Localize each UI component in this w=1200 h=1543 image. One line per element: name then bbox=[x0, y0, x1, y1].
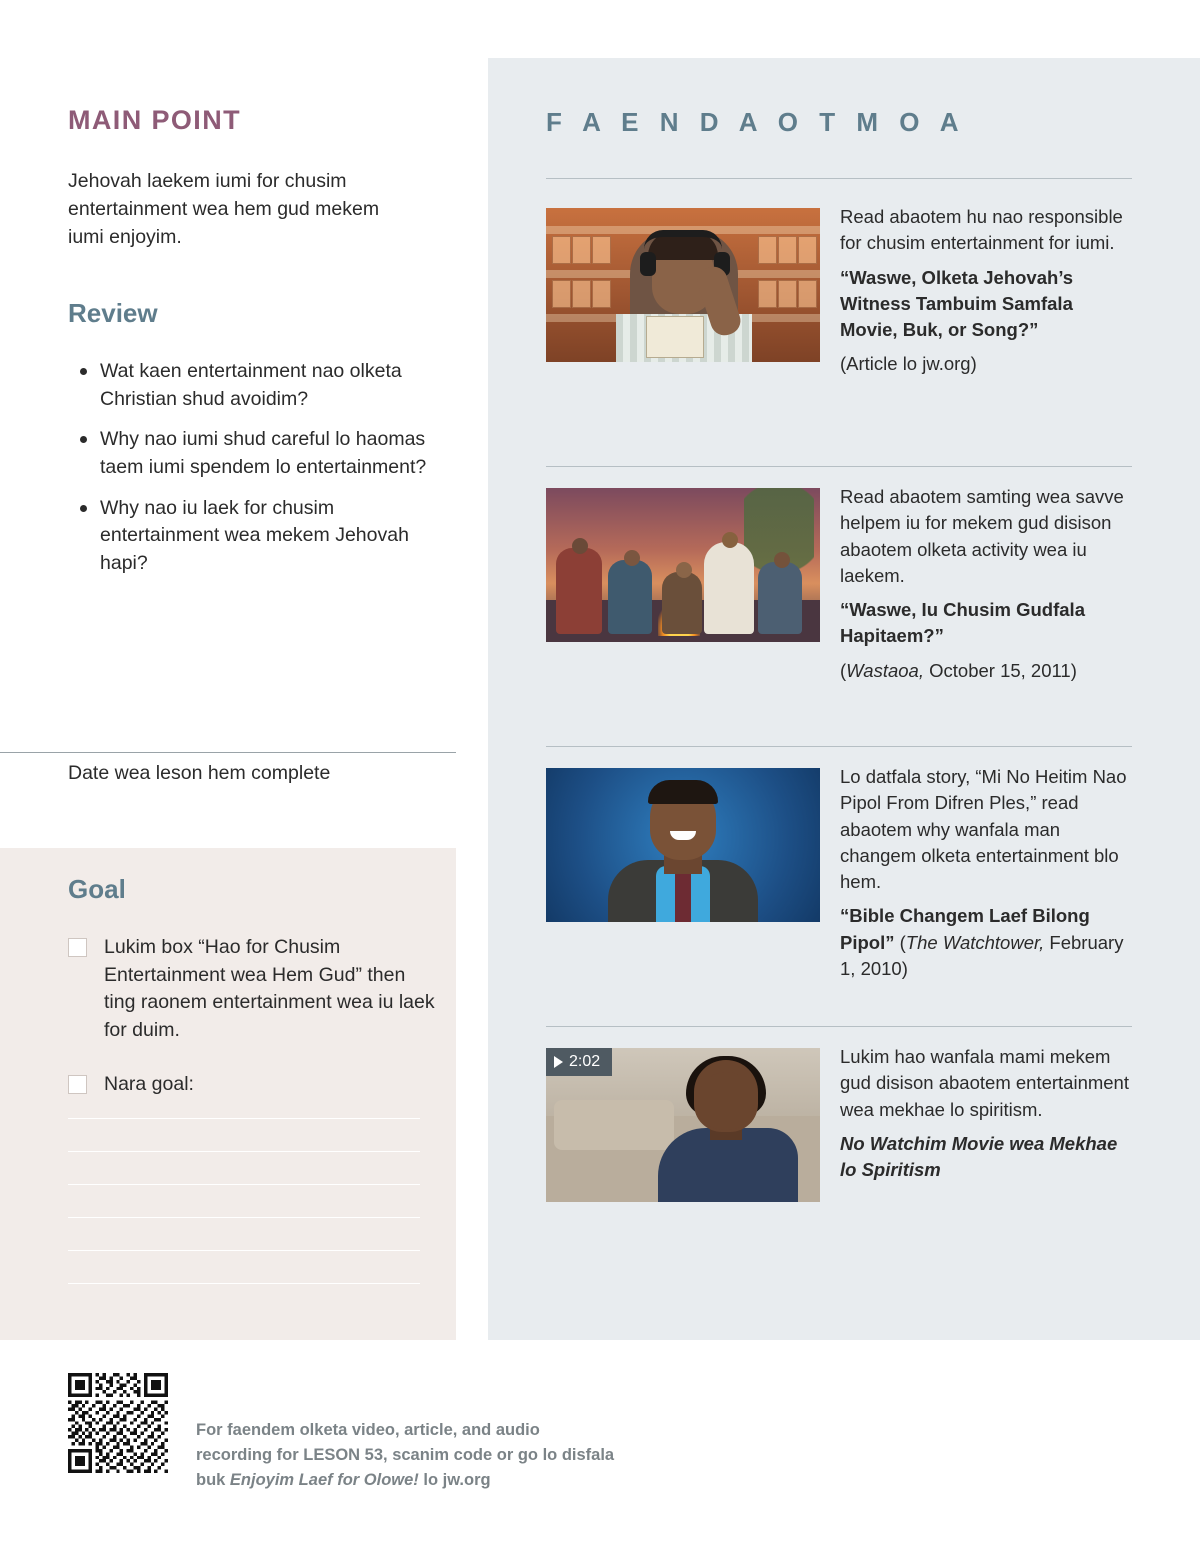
checkbox-icon[interactable] bbox=[68, 1075, 87, 1094]
resource-source-italic: Wastaoa, bbox=[846, 659, 924, 681]
resource-source-rest: October 15, 2011) bbox=[923, 659, 1077, 681]
footer-book-title: Enjoyim Laef for Olowe! bbox=[229, 1470, 419, 1489]
footer-text-part1: For faendem olketa video, article, and audio recording for LESON 53, scanim code or go lo disfala buk bbox=[196, 1421, 615, 1489]
resource-source: (Wastaoa, October 15, 2011) bbox=[840, 659, 1077, 681]
resource-intro: Lo datfala story, “Mi No Heitim Nao Pipol From Difren Ples,” read abaotem why wanfala man changem olketa entertainment blo hem. bbox=[840, 766, 1127, 893]
video-duration-label: 2:02 bbox=[569, 1053, 601, 1070]
resource-text bbox=[840, 764, 1132, 982]
goal-writing-lines bbox=[68, 1118, 420, 1316]
section-title-faendaot-moa: F A E N D A O T M O A bbox=[546, 107, 966, 137]
resource-text bbox=[840, 1044, 1132, 1183]
resource-thumbnail-portrait-man-in-suit[interactable] bbox=[546, 768, 820, 922]
goal-item[interactable] bbox=[68, 934, 438, 1045]
write-line bbox=[68, 1250, 420, 1251]
resource-source-italic: The Watchtower, bbox=[905, 931, 1045, 953]
resource-source: (Article lo jw.org) bbox=[840, 353, 977, 375]
resource-source-rest: February 1, 2010) bbox=[840, 931, 1124, 979]
resource-thumbnail-bible-campfire-scene[interactable] bbox=[546, 488, 820, 642]
resource-title: “Bible Changem Laef Bilong Pipol” bbox=[840, 905, 1090, 953]
write-line bbox=[68, 1217, 420, 1218]
video-duration-badge bbox=[546, 1048, 612, 1076]
divider bbox=[546, 178, 1132, 179]
resource-text bbox=[840, 204, 1132, 378]
resource-title-line: “Bible Changem Laef Bilong Pipol” (The Watchtower, February 1, 2010) bbox=[840, 905, 1124, 979]
resource-intro: Lukim hao wanfala mami mekem gud disison abaotem entertainment wea mekhae lo spiritism. bbox=[840, 1046, 1129, 1120]
divider bbox=[546, 1026, 1132, 1027]
qr-code-icon[interactable] bbox=[68, 1373, 168, 1473]
review-list bbox=[68, 358, 428, 591]
play-icon bbox=[554, 1056, 563, 1068]
resource-title: “Waswe, Iu Chusim Gudfala Hapitaem?” bbox=[840, 599, 1085, 647]
divider bbox=[546, 466, 1132, 467]
write-line bbox=[68, 1184, 420, 1185]
resource-title: “Waswe, Olketa Jehovah’s Witness Tambuim Samfala Movie, Buk, or Song?” bbox=[840, 266, 1074, 341]
list-item: Why nao iu laek for chusim entertainment wea mekem Jehovah hapi? bbox=[68, 495, 428, 578]
resource-title: No Watchim Movie wea Mekhae lo Spiritism bbox=[840, 1132, 1118, 1181]
main-point-text: Jehovah laekem iumi for chusim entertainment wea hem gud mekem iumi enjoyim. bbox=[68, 170, 380, 248]
write-line bbox=[68, 1151, 420, 1152]
left-column bbox=[0, 0, 488, 1543]
write-line bbox=[68, 1118, 420, 1119]
review-heading: Review bbox=[68, 298, 158, 328]
goal-item-label: Lukim box “Hao for Chusim Entertainment wea Hem Gud” then ting raonem entertainment wea iu laek for duim. bbox=[104, 936, 435, 1042]
footer-note bbox=[196, 1418, 616, 1492]
goal-items bbox=[68, 934, 438, 1124]
footer-text-part2: lo jw.org bbox=[418, 1470, 491, 1489]
date-completed-label: Date wea leson hem complete bbox=[68, 762, 331, 784]
list-item: Why nao iumi shud careful lo haomas taem iumi spendem lo entertainment? bbox=[68, 426, 428, 481]
list-item: Wat kaen entertainment nao olketa Christian shud avoidim? bbox=[68, 358, 428, 413]
goal-item[interactable] bbox=[68, 1071, 438, 1099]
divider bbox=[0, 752, 456, 753]
resource-text bbox=[840, 484, 1132, 684]
resource-intro: Read abaotem hu nao responsible for chusim entertainment for iumi. bbox=[840, 206, 1123, 254]
resource-thumbnail-woman-on-couch[interactable] bbox=[546, 1048, 820, 1202]
main-point-title: MAIN POINT bbox=[68, 105, 241, 135]
write-line bbox=[68, 1283, 420, 1284]
goal-item-label: Nara goal: bbox=[104, 1072, 194, 1095]
divider bbox=[546, 746, 1132, 747]
goal-heading: Goal bbox=[68, 874, 126, 904]
checkbox-icon[interactable] bbox=[68, 938, 87, 957]
resource-thumbnail-young-man-with-headphones[interactable] bbox=[546, 208, 820, 362]
resource-intro: Read abaotem samting wea savve helpem iu for mekem gud disison abaotem olketa activity wea iu laekem. bbox=[840, 486, 1124, 586]
